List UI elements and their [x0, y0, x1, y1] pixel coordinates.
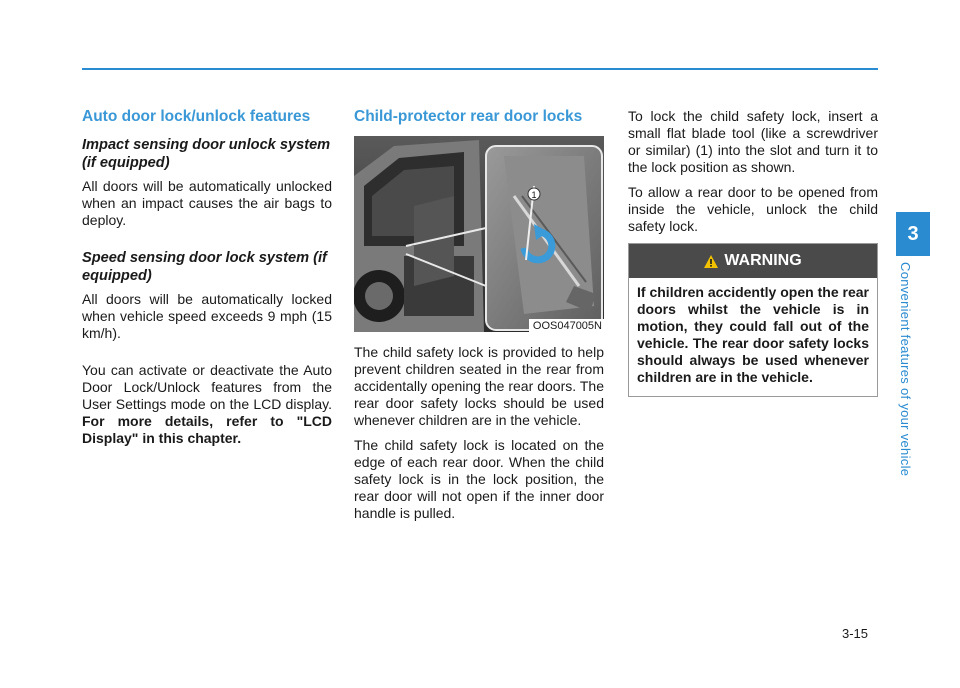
- warning-text: If children accidently open the rear doors whilst the vehicle is in motion, they could fall out of the vehicle. The rear door safety locks should always be used whenever children are in the vehicle.: [637, 284, 869, 385]
- column-lock-instructions: [628, 108, 878, 397]
- warning-title: WARNING: [724, 252, 802, 269]
- page-number: 3-15: [842, 626, 869, 641]
- figure-code: OOS047005N: [529, 319, 604, 332]
- section-heading-child-protector: Child-protector rear door locks: [354, 108, 583, 125]
- chapter-number-tab: 3: [896, 212, 930, 256]
- car-door-illustration: [354, 136, 604, 332]
- child-lock-figure: [354, 136, 604, 332]
- warning-header: [629, 244, 877, 278]
- paragraph-user-settings: [82, 362, 332, 447]
- subheading-impact-sensing: Impact sensing door unlock system (if equipped): [82, 137, 331, 171]
- column-child-protector: [354, 108, 604, 530]
- paragraph-child-lock-location: The child safety lock is located on the edge of each rear door. When the child safety lock is in the lock position, the rear door will not open if the inner door handle is pulled.: [354, 437, 604, 521]
- subheading-speed-sensing: Speed sensing door lock system (if equipped): [82, 250, 327, 284]
- warning-box: [628, 243, 878, 397]
- paragraph-impact-sensing: All doors will be automatically unlocked when an impact causes the air bags to deploy.: [82, 178, 332, 228]
- column-auto-door-lock: [82, 108, 332, 455]
- user-settings-reference: For more details, refer to "LCD Display" in this chapter.: [82, 413, 332, 446]
- paragraph-lock-instruction: To lock the child safety lock, insert a small flat blade tool (like a screwdriver or similar) (1) into the slot and turn it to the lock position as shown.: [628, 108, 878, 175]
- top-rule: [82, 68, 878, 70]
- warning-triangle-icon: [704, 255, 718, 268]
- paragraph-speed-sensing: All doors will be automatically locked when vehicle speed exceeds 9 mph (15 km/h).: [82, 291, 332, 341]
- section-heading-auto-door: Auto door lock/unlock features: [82, 108, 311, 125]
- paragraph-child-lock-purpose: The child safety lock is provided to help prevent children seated in the rear from accidentally opening the rear doors. The rear door safety locks should be used whenever children are in the vehicle.: [354, 344, 604, 428]
- user-settings-text: You can activate or deactivate the Auto Door Lock/Unlock features from the User Settings mode on the LCD display.: [82, 362, 332, 412]
- callout-number: 1: [531, 190, 537, 200]
- paragraph-unlock-instruction: To allow a rear door to be opened from inside the vehicle, unlock the child safety lock.: [628, 184, 878, 234]
- chapter-title: Convenient features of your vehicle: [898, 262, 913, 477]
